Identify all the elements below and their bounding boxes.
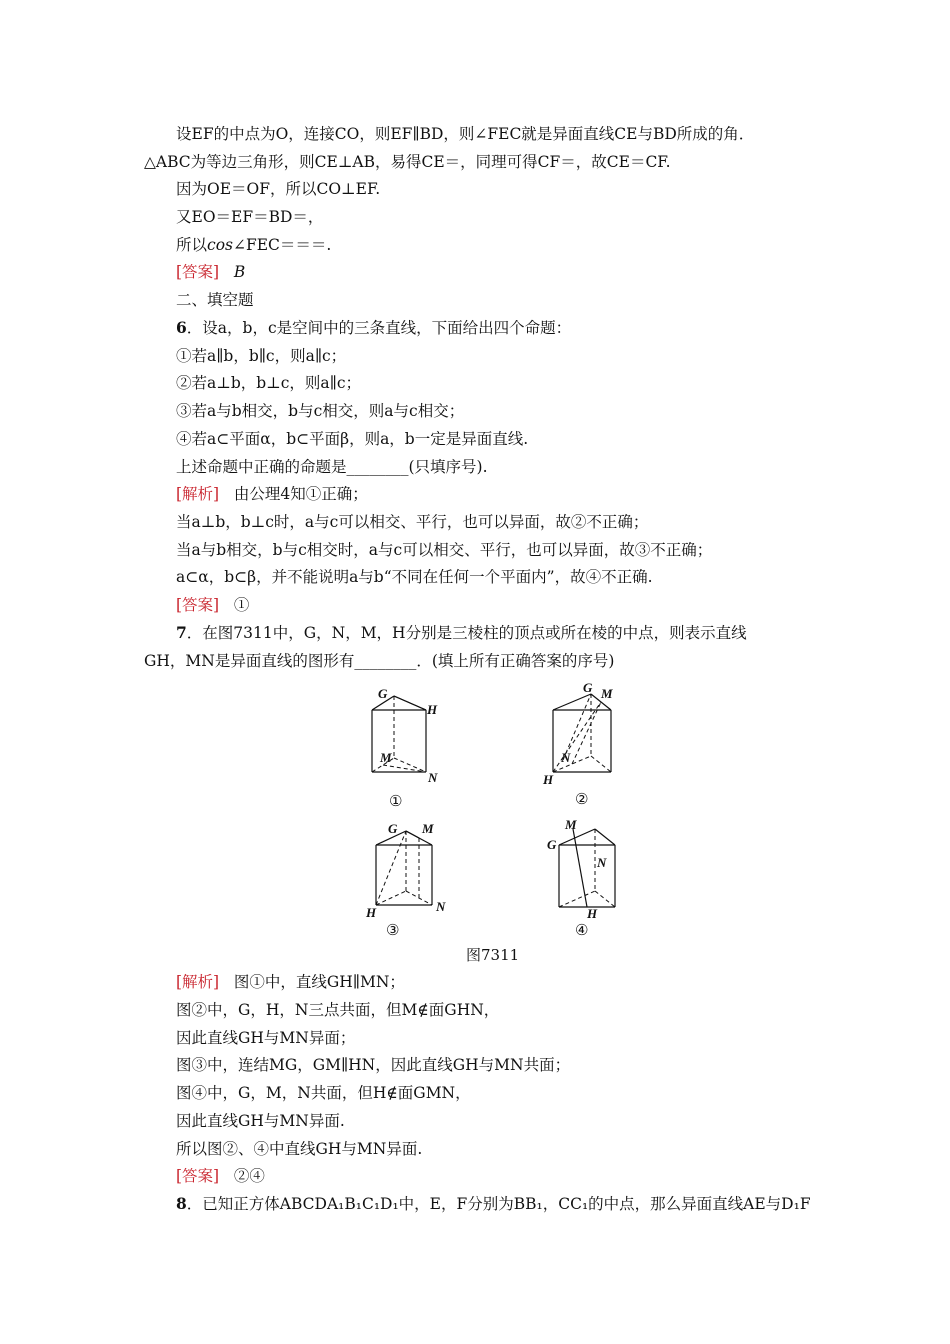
analysis-tag: [解析]	[176, 973, 220, 991]
analysis-line: [解析] 由公理4知①正确；	[176, 485, 368, 503]
answer-line	[176, 595, 249, 615]
label-m: M	[601, 686, 613, 701]
text-line: ①若a∥b，b∥c，则a∥c；	[176, 347, 347, 365]
answer-value: B	[233, 263, 246, 281]
answer-line	[176, 1166, 265, 1186]
prism-figure-3	[362, 815, 462, 941]
label-g: G	[378, 686, 388, 701]
label-m: M	[422, 821, 434, 836]
label-g: G	[547, 837, 557, 852]
answer-value: ①	[233, 596, 250, 614]
figure-caption: 图7311	[466, 946, 520, 964]
text-line: ④若a⊂平面α，b⊂平面β，则a，b一定是异面直线.	[176, 430, 529, 448]
label-h: H	[427, 702, 438, 717]
label-n: N	[428, 770, 438, 785]
text-line: 当a⊥b，b⊥c时，a与c可以相交、平行，也可以异面，故②不正确；	[176, 513, 649, 531]
answer-line	[176, 262, 245, 282]
text-line: 所以图②、④中直线GH与MN异面.	[176, 1140, 423, 1158]
answer-value: ②④	[233, 1167, 265, 1185]
prism-figure-2	[535, 678, 635, 810]
answer-tag: [答案]	[176, 263, 220, 281]
text-line: 设EF的中点为O，连接CO，则EF∥BD，则∠FEC就是异面直线CE与BD所成的角．	[176, 125, 755, 143]
label-n: N	[436, 899, 446, 914]
text-line: 因为OE＝OF，所以CO⊥EF.	[176, 180, 381, 198]
question-6: 6．设a，b，c是空间中的三条直线，下面给出四个命题：	[176, 318, 572, 337]
text-line: 上述命题中正确的命题是________(只填序号).	[176, 458, 488, 476]
section-heading: 二、填空题	[176, 291, 254, 309]
prism-figure-4	[543, 815, 643, 941]
label-g: G	[388, 821, 398, 836]
text-line: 因此直线GH与MN异面.	[176, 1112, 345, 1130]
figure-number: ①	[389, 792, 403, 810]
label-n: N	[561, 750, 571, 765]
analysis-tag: [解析]	[176, 485, 220, 503]
question-7: 7．在图7311中，G，N，M，H分别是三棱柱的顶点或所在棱的中点，则表示直线	[176, 623, 747, 642]
analysis-line: [解析] 图①中，直线GH∥MN；	[176, 973, 405, 991]
label-h: H	[543, 772, 554, 787]
text-line: 又EO＝EF＝BD＝，	[176, 208, 324, 226]
figure-number: ④	[575, 921, 589, 939]
text-line: GH，MN是异面直线的图形有________．(填上所有正确答案的序号)	[144, 652, 615, 670]
text-line: 图③中，连结MG，GM∥HN，因此直线GH与MN共面；	[176, 1056, 571, 1074]
text-line: ③若a与b相交，b与c相交，则a与c相交；	[176, 402, 465, 420]
answer-tag: [答案]	[176, 596, 220, 614]
label-g: G	[583, 680, 593, 695]
label-m: M	[565, 817, 577, 832]
label-h: H	[366, 905, 377, 920]
figure-number: ②	[575, 790, 589, 808]
label-m: M	[380, 750, 392, 765]
text-line: 所以cos∠FEC＝＝＝.	[176, 236, 332, 254]
prism-figure-1	[360, 682, 460, 810]
label-h: H	[587, 906, 598, 921]
text-line: 图④中，G，M，N共面，但H∉面GMN，	[176, 1084, 471, 1102]
text-line: 图②中，G，H，N三点共面，但M∉面GHN，	[176, 1001, 500, 1019]
label-n: N	[597, 855, 607, 870]
text-line: 因此直线GH与MN异面；	[176, 1029, 356, 1047]
answer-tag: [答案]	[176, 1167, 220, 1185]
text-line: ②若a⊥b，b⊥c，则a∥c；	[176, 374, 362, 392]
text-line: △ABC为等边三角形，则CE⊥AB，易得CE＝，同理可得CF＝，故CE＝CF.	[144, 153, 671, 171]
text-line: a⊂α，b⊂β，并不能说明a与b“不同在任何一个平面内”，故④不正确.	[176, 568, 653, 586]
text-line: 当a与b相交，b与c相交时，a与c可以相交、平行，也可以异面，故③不正确；	[176, 541, 713, 559]
question-8: 8．已知正方体ABCDA₁B₁C₁D₁中，E，F分别为BB₁，CC₁的中点，那么异面直线AE与D₁F	[176, 1194, 811, 1213]
figure-number: ③	[386, 921, 400, 939]
